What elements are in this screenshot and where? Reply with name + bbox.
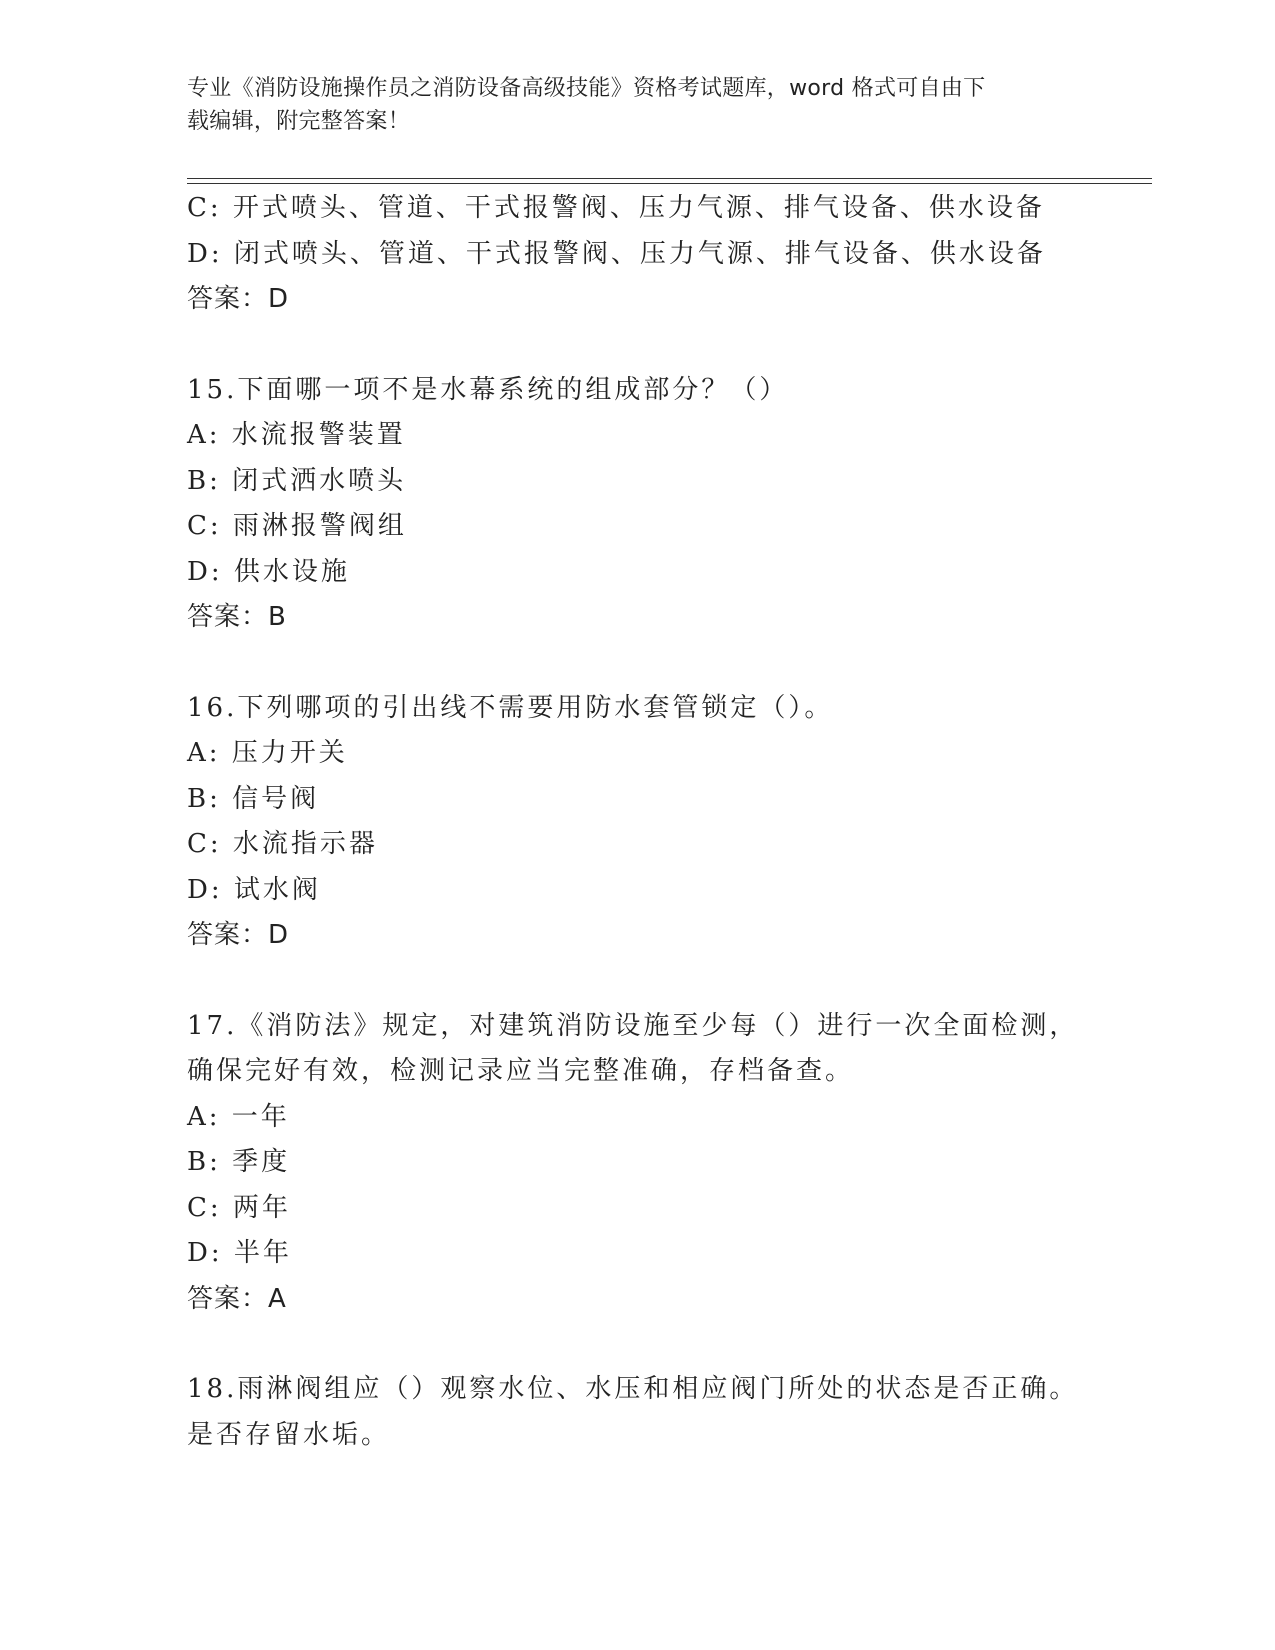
document-header (187, 72, 1067, 138)
question-18-block (187, 1367, 1117, 1458)
question-text-line-1: 18.雨淋阀组应（）观察水位、水压和相应阀门所处的状态是否正确。 (187, 1374, 1079, 1404)
option-c: C: 水流指示器 (187, 829, 378, 859)
answer-label: 答案：A (187, 1283, 287, 1314)
option-c: C: 开式喷头、管道、干式报警阀、压力气源、排气设备、供水设备 (187, 193, 1045, 223)
question-15-block (187, 368, 1117, 641)
option-a: A: 压力开关 (187, 738, 348, 768)
question-text: 16.下列哪项的引出线不需要用防水套管锁定（）。 (187, 692, 834, 723)
answer-label: 答案：D (187, 284, 290, 314)
option-b: B: 信号阀 (187, 783, 320, 814)
answer-label: 答案：D (187, 920, 290, 950)
option-c: C: 雨淋报警阀组 (187, 511, 407, 541)
option-a: A: 一年 (187, 1101, 290, 1132)
header-divider-top (187, 178, 1152, 179)
option-d: D: 供水设施 (187, 556, 350, 587)
question-text-line-1: 17.《消防法》规定，对建筑消防设施至少每（）进行一次全面检测， (187, 1010, 1079, 1041)
question-text: 15.下面哪一项不是水幕系统的组成部分？（） (187, 374, 789, 405)
option-b: B: 闭式洒水喷头 (187, 465, 407, 496)
answer-label: 答案：B (187, 602, 287, 632)
option-b: B: 季度 (187, 1147, 291, 1177)
question-text-line-2: 确保完好有效，检测记录应当完整准确，存档备查。 (187, 1056, 855, 1086)
option-c: C: 两年 (187, 1192, 291, 1223)
option-d: D: 闭式喷头、管道、干式报警阀、压力气源、排气设备、供水设备 (187, 238, 1046, 269)
option-d: D: 试水阀 (187, 874, 321, 905)
header-divider-bottom (187, 183, 1152, 184)
question-list (187, 186, 1117, 1458)
option-a: A: 水流报警装置 (187, 420, 406, 450)
question-16-block (187, 686, 1117, 959)
option-d: D: 半年 (187, 1238, 292, 1268)
question-14-block (187, 186, 1117, 323)
header-line-2: 载编辑，附完整答案！ (187, 109, 411, 134)
question-17-block (187, 1004, 1117, 1323)
header-line-1: 专业《消防设施操作员之消防设备高级技能》资格考试题库，word 格式可自由下 (187, 76, 986, 101)
question-text-line-2: 是否存留水垢。 (187, 1419, 391, 1450)
